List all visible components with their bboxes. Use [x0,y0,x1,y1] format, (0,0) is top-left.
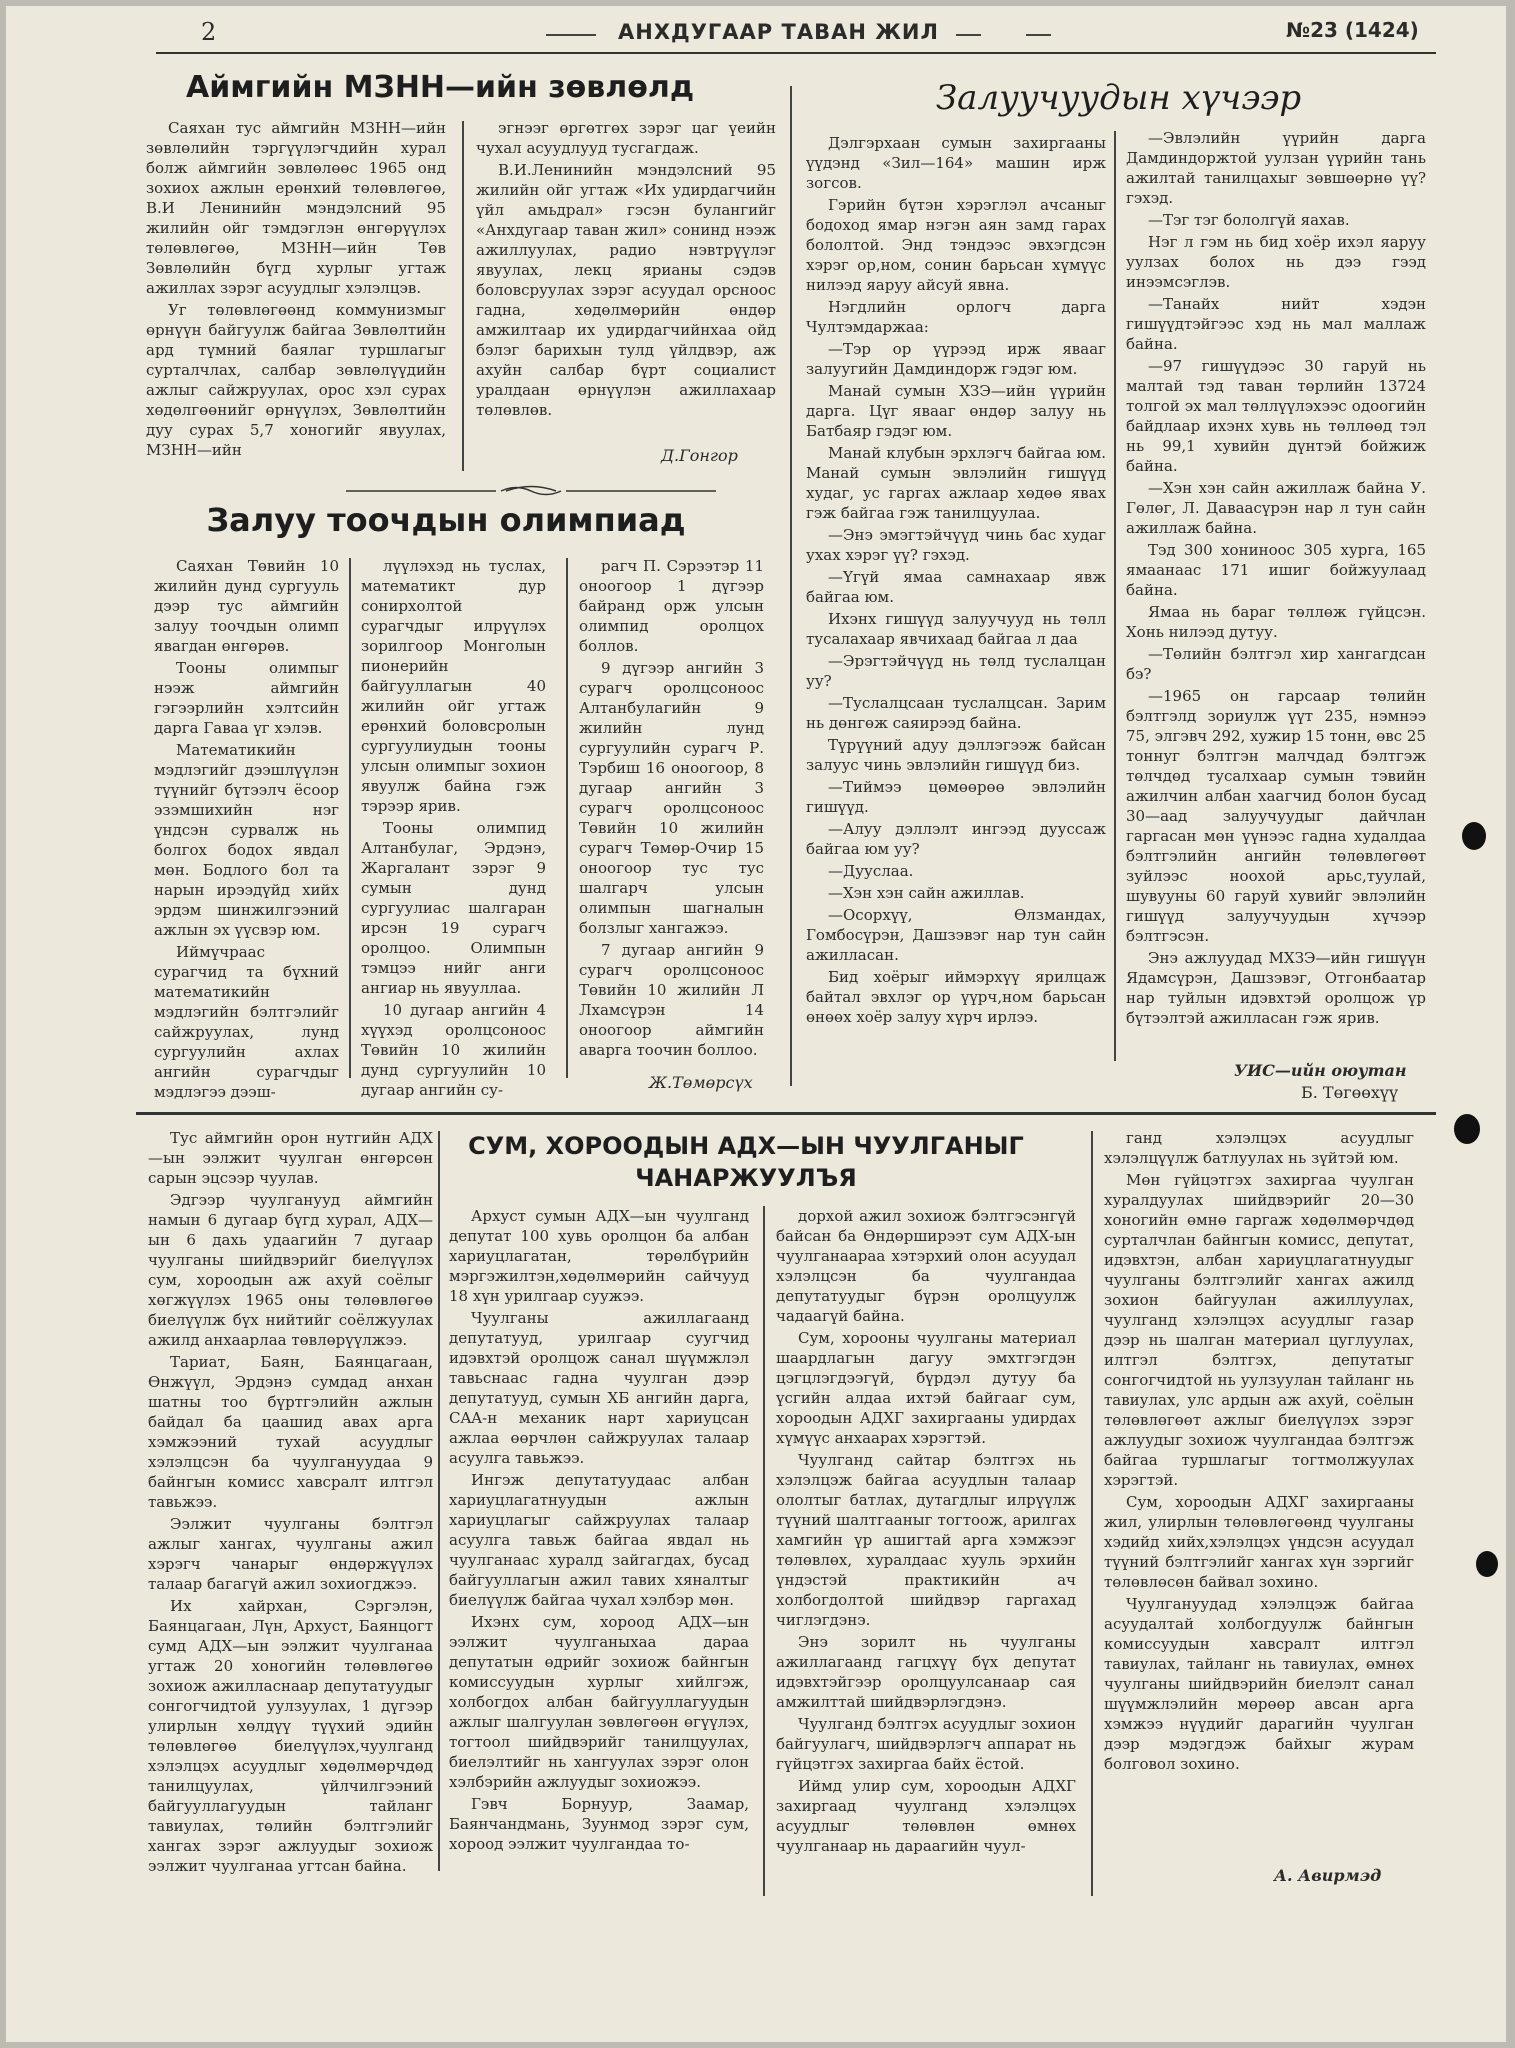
paragraph: —97 гишүүдээс 30 гаруй нь малтай тэд таван төрлийн 13724 толгой эх мал төллүүлэхээс одоогийн байдлаар ихэнх хувь нь төллөөд тэл нь 99,1 хувийн дүнтэй бойжиж байна. [1126,357,1426,475]
paragraph: 9 дүгээр ангийн 3 сурагч оролцсоноос Алтанбулагийн 9 жилийн лунд сургуулийн сурагч Р. Тэрбиш 16 оноогоор, 8 дугаар ангийн 3 сурагч оролцсоноос Төвийн 10 жилийн сурагч Төмөр-Очир 15 оноогоор тус тус шалгарч улсын олимпын шагналын болзлыг хангажээ. [579,659,764,937]
youth-column-2 [1126,128,1426,1058]
mznn-signature: Д.Гонгор [661,446,738,465]
issue-number: №23 (1424) [1286,18,1419,42]
punch-hole [1462,822,1486,850]
paragraph: Ямаа нь бараг төллөж гүйцсэн. Хонь нилээд дутуу. [1126,603,1426,641]
paragraph: ганд хэлэлцэх асуудлыг хэлэлцүүлж батлуулах нь зүйтэй юм. [1104,1129,1414,1167]
paragraph: Манай сумын ХЗЭ—ийн үүрийн дарга. Цүг явааг өндөр залуу нь Батбаяр гэдэг юм. [806,382,1106,440]
header-dash-right-2 [1026,34,1051,36]
adh-column-3 [776,1206,1076,1896]
paragraph: Тус аймгийн орон нутгийн АДХ—ын ээлжит чуулган өнгөрсөн сарын эцсээр чуулав. [148,1129,433,1187]
section-divider [790,86,792,1086]
section-rule [136,1112,1436,1115]
paragraph: Нэг л гэм нь бид хоёр ихэл яаруу уулзах болох нь дээ гээд инээмсэглэв. [1126,233,1426,291]
paragraph: —Алуу дэллэлт ингээд дууссаж байгаа юм уу? [806,820,1106,858]
paragraph: Тариат, Баян, Баянцагаан, Өнжүүл, Эрдэнэ сумдад анхан шатны тоо бүртгэлийн ажлын байдал ба цаашид авах арга хэмжээний тухай асуудлыг хэлэлцсэн ба чуулгануудаа 9 байнгын комисс хавсралт илтгэл тавьжээ. [148,1353,433,1511]
paragraph: —Эвлэлийн үүрийн дарга Дамдиндоржтой уулзан үүрийн тань ажилтай танилцахыг зөвшөөрнө үү? гэхэд. [1126,129,1426,207]
paragraph: рагч П. Сэрээтэр 11 оноогоор 1 дүгээр байранд орж улсын олимпид оролцох боллов. [579,557,764,655]
ornament-divider [346,484,716,498]
paragraph: Сум, хороодын АДХГ захиргааны жил, улирлын төлөвлөгөөнд чуулганы хэдийд хийх,хэлэлцэх үндсэн асуудал түүний бэлтгэлийг хангах хүн зэргийг төлөвлөсөн байвал зохино. [1104,1493,1414,1591]
adh-title-line-1: СУМ, ХОРООДЫН АДХ—ЫН ЧУУЛГАНЫГ [468,1132,1024,1160]
header-dash-right-1 [956,34,981,36]
paragraph: Их хайрхан, Сэргэлэн, Баянцагаан, Лүн, Архуст, Баянцогт сумд АДХ—ын ээлжит чуулганаа угтаж 20 хоногийн төлөвлөгөө зохиож ажилласнаар депутатуудыг сонгогчидтой уулзуулах, 1 дүгээр улирлын хөлдүү түүхий эдийн төлөвлөгөө биелүүлэх,чуулганд хэлэлцэх асуудлыг хөдөлмөрчдөд танилцуулах, үйлчилгээний байгууллагуудын тайланг тавиулах, төлийн бэлтгэлийг хангах зэрэг ажлуудыг зохиож ээлжит чуулганаа угтсан байна. [148,1597,433,1875]
paragraph: Түрүүний адуу дэллэгээж байсан залуус чинь эвлэлийн гишүүд биз. [806,736,1106,774]
adh-column-2 [449,1206,749,1896]
olympiad-column-3 [579,556,764,1071]
paragraph: —Энэ эмэгтэйчүүд чинь бас худаг ухах хэрэг үү? гэхэд. [806,526,1106,564]
adh-column-rule-2 [763,1206,765,1896]
paragraph: Гэрийн бүтэн хэрэглэл ачсаныг бодоход ямар нэгэн аян замд гарах бололтой. Энд тэндээс эвхэгдсэн хэрэг ор,ном, сонин барьсан хүмүүс нилээд яаруу айсуй явна. [806,196,1106,294]
header-dash-left [546,34,596,36]
paragraph: Тооны олимпид Алтанбулаг, Эрдэнэ, Жаргалант зэрэг 9 сумын дунд сургуулиас шалгаран ирсэн 19 сурагч оролцоо. Олимпын тэмцээ нийг анги ангиар нь явууллаа. [361,819,546,997]
paragraph: 7 дугаар ангийн 9 сурагч оролцсоноос Төвийн 10 жилийн Л Лхамсүрэн 14 оноогоор аймгийн аварга тоочин боллоо. [579,941,764,1059]
paragraph: Чуулгануудад хэлэлцэж байгаа асуудалтай холбогдуулж байнгын комиссуудын хавсралт илтгэл тавиулах, тайланг нь тавиулах, өмнөх чуулганы шийдвэрийн биелэлт санал шүүмжлэлийн мөрөөр авсан арга хэмжээ нүүдийг дарагийн чуулган дээр мэдэгдэж байхыг журам болговол зохино. [1104,1595,1414,1773]
youth-column-rule [1114,131,1116,1061]
paragraph: Энэ ажлуудад МХЗЭ—ийн гишүүн Ядамсүрэн, Дашзэвэг, Отгонбаатар нар туйлын идэвхтэй оролцож үр бүтээлтэй ажилласан гэж ярив. [1126,949,1426,1027]
paragraph: Ингэж депутатуудаас албан хариуцлагатнуудын ажлын хариуцлагыг сайжруулах талаар асуулга тавьж байгаа явдал нь чуулганаас хуралд зайгагдах, бусад байгууллагын ажил тавих хяналтыг биелүүлж байгаа чухал хэлбэр мөн. [449,1471,749,1609]
paragraph: Саяхан Төвийн 10 жилийн дунд сургууль дээр тус аймгийн залуу тоочдын олимп явагдан өнгөрөв. [154,557,339,655]
paragraph: —Тэг тэг бололгүй яахав. [1148,211,1350,229]
paragraph: Иймд улир сум, хороодын АДХГ захиргаад чуулганд хэлэлцэх асуудлыг төлөвлөн өмнөх чуулганаар нь дараагийн чуул- [776,1777,1076,1855]
paragraph: Энэ зорилт нь чуулганы ажиллагаанд гагцхүү бүх депутат идэвхтэйгээр оролцуулсанаар сая амжилттай шийдвэрлэгдэнэ. [776,1633,1076,1711]
paragraph: —Төлийн бэлтгэл хир хангагдсан бэ? [1126,645,1426,683]
youth-column-1 [806,133,1106,1073]
mznn-column-2 [476,118,776,448]
paragraph: Нэгдлийн орлогч дарга Чултэмдаржаа: [806,298,1106,336]
paragraph: Чуулганд бэлтгэх асуудлыг зохион байгуулагч, шийдвэрлэгч аппарат нь гүйцэтгэх захиргаа байх ёстой. [776,1715,1076,1773]
mznn-column-1 [146,118,446,473]
olympiad-title: Залуу тоочдын олимпиад [206,501,686,539]
paragraph: В.И.Ленинийн мэндэлсний 95 жилийн ойг угтаж «Их удирдагчийн үйл амьдрал» гэсэн булангийг «Анхдугаар таван жил» сонинд нээж ажиллуулах, радио нэвтрүүлэг явуулах, лекц ярианы сэдэв боловсруулах зэрэг асуудал орсноос гадна, хөдөлмөрийн өндөр амжилтаар их удирдагчийнхаа ойд бэлэг барихын тулд үйлдвэр, аж ахуйн салбар бүрт социалист уралдаан өрнүүлэн ажиллахаар төлөвлөв. [476,161,776,419]
mznn-column-rule [462,121,464,471]
paragraph: Чуулганд сайтар бэлтгэх нь хэлэлцэж байгаа асуудлын талаар ололтыг батлах, дутагдлыг илрүүлж түүний шалтгааныг тогтоож, арилгах хамгийн үр ашигтай арга хэмжээг төлөвлөх, хуралдаас хууль эрхийн үндэстэй практикийн ач холбогдолтой шийдвэр гаргахад чиглэгдэнэ. [776,1451,1076,1629]
paragraph: Саяхан тус аймгийн МЗНН—ийн зөвлөлийн тэргүүлэгчдийн хурал болж аймгийн зөвлөлөөс 1965 онд зохиох ажлын ерөнхий төлөвлөгөө, В.И Ленинийн мэндэлсний 95 жилийн ойг тэмдэглэн өнгөрүүлэх төлөвлөгөө, МЗНН—ийн Төв Зөвлөлийн бүгд хурлыг угтаж ажиллах зэрэг асуудлыг хэлэлцэв. [146,119,446,297]
header-rule [156,52,1436,54]
paragraph: Иймүчраас сурагчид та бүхний математикийн мэдлэгийн бэлтгэлийг сайжруулах, лунд сургуулийн ахлах ангийн сурагчдыг мэдлэгээ дээш- [154,943,339,1101]
paragraph: —Танайх нийт хэдэн гишүүдтэйгээс хэд нь мал маллаж байна. [1126,295,1426,353]
paragraph: 10 дугаар ангийн 4 хүүхэд оролцсоноос Төвийн 10 жилийн дунд сургуулийн 10 дугаар ангийн су- [361,1001,546,1099]
mznn-title: Аймгийн МЗНН—ийн зөвлөлд [186,70,695,105]
paragraph: Ихэнх сум, хороод АДХ—ын ээлжит чуулганыхаа дараа депутатын өдрийг зохиож байнгын комиссуудын хурлыг хийлгэж, холбогдох албан байгууллагуудын ажлыг шалгуулан зөвлөгөөн өгүүлэх, тогтоол шийдвэрийг танилцуулах, биелэлтийг нь хангуулах зэрэг олон хэлбэрийн ажлуудыг зохиожээ. [449,1613,749,1791]
adh-title-line-2: ЧАНАРЖУУЛЪЯ [635,1164,857,1192]
paragraph: Ээлжит чуулганы бэлтгэл ажлыг хангах, чуулганы ажил хэрэгч чанарыг өндөржүүлэх талаар багагүй ажил зохиогджээ. [148,1515,433,1593]
youth-signature-org: УИС—ийн оюутан [1234,1061,1407,1080]
paragraph: дорхой ажил зохиож бэлтгэсэнгүй байсан ба Өндөрширээт сум АДХ-ын чуулганаараа хэтэрхий олон асуудал хэлэлцсэн ба чуулгандаа депутатуудыг бүрэн оролцуулж чадаагүй байна. [776,1207,1076,1325]
adh-column-rule-1 [438,1131,440,1871]
paragraph: Бид хоёрыг иймэрхүү ярилцаж байтал эвхлэг ор үүрч,ном барьсан өнөөх хоёр залуу хүрч ирлээ. [806,968,1106,1026]
olympiad-signature: Ж.Төмөрсүх [649,1073,753,1092]
olympiad-column-rule-2 [566,558,568,1078]
paragraph: Гэвч Борнуур, Заамар, Баянчандмань, Зуунмод зэрэг сум, хороод ээлжит чуулгандаа то- [449,1795,749,1853]
paragraph: эгнээг өргөтгөх зэрэг цаг үеийн чухал асуудлууд тусгагдаж. [476,119,776,157]
paragraph: —Эрэгтэйчүүд нь төлд туслалцан уу? [806,652,1106,690]
paragraph: —1965 он гарсаар төлийн бэлтгэлд зориулж үүт 235, нэмнээ 75, элгэвч 292, хужир 15 тонн, өвс 25 тоннуг бэлтгэн малчдад бэлтгэж төлчдөд тусалхаар сумын тэвийн ажилчин албан хаагчид болон бусад 30—аад залуучуудыг дайчлан гаргасан мөн үүнээс гадна худалдаа бэлтгэлийн ангийн төлөвлөгөөт зуйлээс ноохой арьс,туулай, шувууны 60 гаруй хувийг эвлэлийн гишүүд залуучуудын хүчээр бэлтгэсэн. [1126,687,1427,945]
youth-title: Залуучуудын хүчээр [936,78,1302,118]
paragraph: —Осорхүү, Өлзмандах, Гомбосүрэн, Дашзэвэг нар тун сайн ажилласан. [806,906,1106,964]
adh-column-1 [148,1128,433,1888]
paragraph: Архуст сумын АДХ—ын чуулганд депутат 100 хувь оролцон ба албан хариуцлагатан, төрөлбүрийн мэргэжилтэн,хөдөлмөрийн сайчууд 18 хүн урилгаар суужээ. [449,1207,749,1305]
paragraph: —Хэн хэн сайн ажиллаж байна У. Гөлөг, Л. Даваасүрэн нар л тун сайн ажиллаж байна. [1126,479,1426,537]
punch-hole [1454,1114,1480,1144]
paragraph: Уг төлөвлөгөөнд коммунизмыг өрнүүн байгуулж байгаа Зөвлөлтийн ард түмний баялаг туршлагыг сурталчлах, салбар зөвлөлүүдийн ажлыг сайжруулах, орос хэл сурах хөдөлгөөнийг өрнүүлэх, Зөвлөлтийн дуу сурах 5,7 хоногийг явуулах, МЗНН—ийн [146,301,446,459]
paragraph: Манай клубын эрхлэгч байгаа юм. Манай сумын эвлэлийн гишүүд худаг, ус гаргах ажлаар хөдөө явах гэж байгаа гэж танилцуулаа. [806,444,1106,522]
paragraph: —Үгүй ямаа самнахаар явж байгаа юм. [806,568,1106,606]
paragraph: Математикийн мэдлэгийг дээшлүүлэн түүнийг бүтээлч ёсоор эзэмшихийн нэг үндсэн сурвалж нь болгох бодох явдал мөн. Бодлого бол та нарын ирээдүйд хийх эрдэм шинжилгээний ажлын эх үүсвэр юм. [154,741,339,939]
page-number: 2 [201,18,217,46]
olympiad-column-2 [361,556,546,1099]
adh-signature: А. Авирмэд [1274,1866,1382,1885]
olympiad-column-rule-1 [349,558,351,1078]
newspaper-name: АНХДУГААР ТАВАН ЖИЛ [618,20,939,44]
paragraph: Ихэнх гишүүд залуучууд нь төлл тусалахаар явчихаад байгаа л даа [806,610,1106,648]
adh-column-4 [1104,1128,1414,1853]
olympiad-column-1 [154,556,339,1101]
paragraph: —Тиймээ цөмөөрөө эвлэлийн гишүүд. [806,778,1106,816]
punch-hole [1476,1551,1498,1577]
paragraph: —Туслалцсаан туслалцсан. Зарим нь дөнгөж саяирээд байна. [806,694,1106,732]
paragraph: Эдгээр чуулганууд аймгийн намын 6 дугаар бүгд хурал, АДХ—ын 6 дахь удаагийн 7 дугаар чуулганы шийдвэрийг биелүүлэх сум, хороодын аж ахуй соёлыг хөгжүүлэх 1965 оны төлөвлөгөө биелүүлж бүх нийтийг соёлжуулах ажилд анхаарлаа төвлөрүүлжээ. [148,1191,433,1349]
paragraph: Мөн гүйцэтгэх захиргаа чуулган хуралдуулах шийдвэрийг 20—30 хоногийн өмнө гаргаж хөдөлмөрчдөд сурталчлан байнгын комисс, депутат, идэвхтэн, албан хариуцлагатнуудыг чуулганы бэлтгэлийг хангах ажилд зохион байгуулан ажиллуулах, чуулганд хэлэлцэх асуудлыг газар дээр нь шалган материал цуглуулах, илтгэл бэлтгэх, депутатыг сонгогчидтой нь уулзуулан тайланг нь тавиулах, улс ардын аж ахуй, соёлын төлөвлөгөөт ажлыг биелүүлэх зэрэг ажлуудыг зохиож чуулгандаа бэлтгэж байгаа туршлагыг тогтмолжуулах хэрэгтэй. [1104,1171,1414,1489]
adh-column-rule-3 [1091,1131,1093,1896]
paragraph: —Тэр ор үүрээд ирж явааг залуугийн Дамдиндорж гэдэг юм. [806,340,1106,378]
paragraph: Дэлгэрхаан сумын захиргааны үүдэнд «Зил—164» машин ирж зогсов. [806,134,1106,192]
newspaper-page [6,6,1506,2042]
paragraph: Тооны олимпыг нээж аймгийн гэгээрлийн хэлтсийн дарга Гаваа үг хэлэв. [154,659,339,737]
paragraph: лүүлэхэд нь туслах, математикт дур сонирхолтой сурагчдыг илрүүлэх зорилгоор Монголын пионерийн байгууллагын 40 жилийн ойг угтаж ерөнхий боловсролын сургуулиудын тооны улсын олимпыг зохион явуулж байна гэж тэрээр ярив. [361,557,546,815]
paragraph: Тэд 300 хониноос 305 хурга, 165 ямаанаас 171 ишиг бойжуулаад байна. [1126,541,1426,599]
paragraph: Сум, хорооны чуулганы материал шаардлагын дагуу эмхтгэгдэн цэгцлэгдээгүй, бүрдэл дутуу ба үсгийн алдаа ихтэй байгааг сум, хороодын АДХГ захиргааны удирдах хүмүүс анхаарах хэрэгтэй. [776,1329,1076,1447]
paragraph: —Хэн хэн сайн ажиллав. [828,884,1025,902]
youth-signature: Б. Төгөөхүү [1301,1083,1398,1102]
paragraph: Чуулганы ажиллагаанд депутатууд, урилгаар суугчид идэвхтэй оролцож санал шүүмжлэл тавьснаас гадна чуулган дээр депутатууд, сумын ХБ ангийн дарга, СAA-н механик нарт хариуцсан ажлаа өөрчлөн сайжруулах талаар асуулга тавьжээ. [449,1309,749,1467]
paragraph: —Дууслаа. [828,862,914,880]
